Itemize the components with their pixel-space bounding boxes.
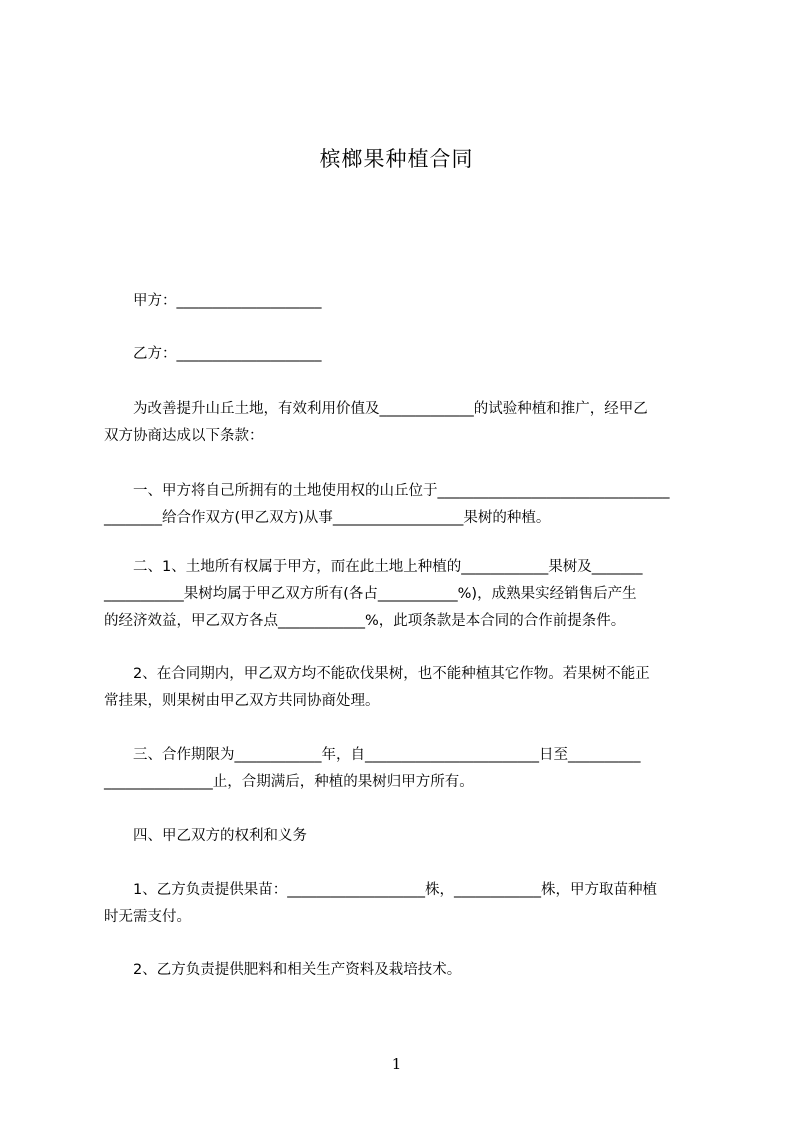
preamble-line-1: 为改善提升山丘土地，有效利用价值及_____________的试验种植和推广，经甲乙 [104,401,648,417]
clause-3-line-1: 三、合作期限为____________年，自________________________日至__________ [104,747,641,763]
clause-2-line-1: 二、1、土地所有权属于甲方，而在此土地上种植的____________果树及_______ [104,559,643,575]
clause-2-line-3: 的经济效益，甲乙双方各点____________%，此项条款是本合同的合作前提条件。 [104,613,626,629]
clause-2-line-2: ___________果树均属于甲乙双方所有(各占___________%)，成熟果实经销售后产生 [104,586,637,602]
clause-4-2-line: 2、乙方负责提供肥料和相关生产资料及栽培技术。 [104,962,462,978]
clause-4-1-line-1: 1、乙方负责提供果苗：___________________株，____________株，甲方取苗种植 [104,882,657,898]
document-title: 槟榔果种植合同 [319,147,474,171]
party-b-line: 乙方：____________________ [104,346,322,362]
clause-4-heading: 四、甲乙双方的权利和义务 [104,828,307,844]
clause-2-2-line-2: 常挂果，则果树由甲乙双方共同协商处理。 [104,693,380,709]
preamble-line-2: 双方协商达成以下条款： [104,428,264,444]
clause-2-2-line-1: 2、在合同期内，甲乙双方均不能砍伐果树，也不能种植其它作物。若果树不能正 [104,666,650,682]
clause-3-line-2: _______________止，合期满后，种植的果树归甲方所有。 [104,774,474,790]
clause-1-line-2: ________给合作双方(甲乙双方)从事__________________果树的种植。 [104,510,551,526]
party-a-line: 甲方：____________________ [104,293,322,309]
page-number: 1 [391,1055,402,1073]
clause-1-line-1: 一、甲方将自己所拥有的土地使用权的山丘位于________________________________ [104,483,670,499]
clause-4-1-line-2: 时无需支付。 [104,909,191,925]
